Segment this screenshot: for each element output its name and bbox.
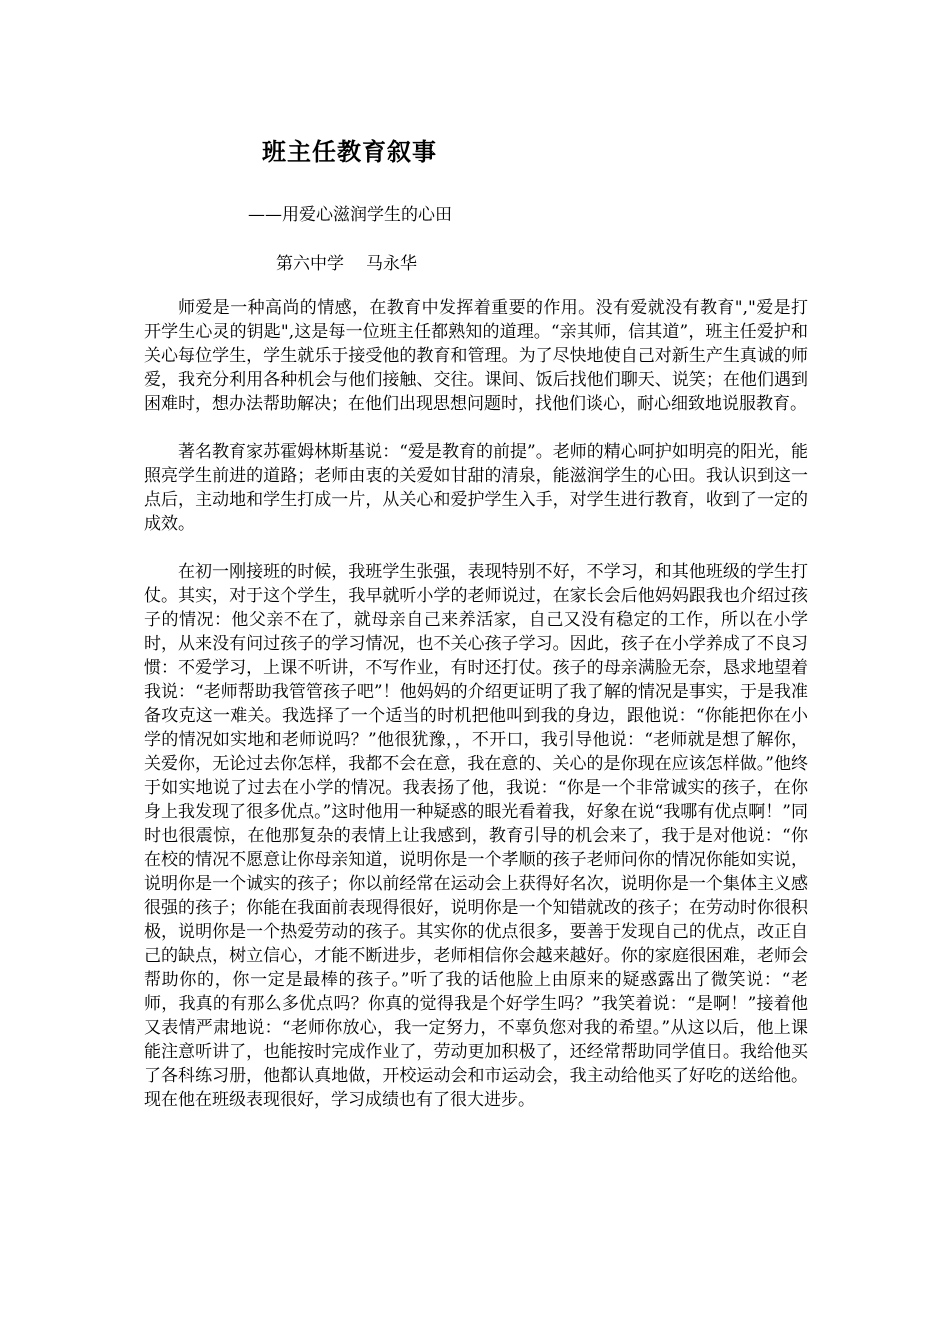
paragraph-3: 在初一刚接班的时候，我班学生张强，表现特别不好，不学习，和其他班级的学生打仗。其实，对于这个学生，我早就听小学的老师说过，在家长会后他妈妈跟我也介绍过孩子的情况：他父亲不在了，就母亲自己来养活家，自己又没有稳定的工作，所以在小学时，从来没有问过孩子的学习情况，也不关心孩子学习。因此，孩子在小学养成了不良习惯：不爱学习，上课不听讲，不写作业，有时还打仗。孩子的母亲满脸无奈，恳求地望着我说：“老师帮助我管管孩子吧”！他妈妈的介绍更证明了我了解的情况是事实，于是我准备攻克这一难关。我选择了一个适当的时机把他叫到我的身边，跟他说：“你能把你在小学的情况如实地和老师说吗？”他很犹豫，，不开口，我引导他说：“老师就是想了解你，关爱你，无论过去你怎样，我都不会在意，我在意的、关心的是你现在应该怎样做。”他终于如实地说了过去在小学的情况。我表扬了他，我说：“你是一个非常诚实的孩子，在你身上我发现了很多优点。”这时他用一种疑惑的眼光看着我，好象在说“我哪有优点啊！”同时也很震惊，在他那复杂的表情上让我感到，教育引导的机会来了，我于是对他说：“你在校的情况不愿意让你母亲知道，说明你是一个孝顺的孩子老师问你的情况你能如实说，说明你是一个诚实的孩子；你以前经常在运动会上获得好名次，说明你是一个集体主义感很强的孩子；你能在我面前表现得很好，说明你是一个知错就改的孩子；在劳动时你很积极，说明你是一个热爱劳动的孩子。其实你的优点很多，要善于发现自己的优点，改正自己的缺点，树立信心，才能不断进步，老师相信你会越来越好。你的家庭很困难，老师会帮助你的，你一定是最棒的孩子。”听了我的话他脸上由原来的疑惑露出了微笑说：“老师，我真的有那么多优点吗？你真的觉得我是个好学生吗？”我笑着说：“是啊！”接着他又表情严肃地说：“老师你放心，我一定努力，不辜负您对我的希望。”从这以后，他上课能注意听讲了，也能按时完成作业了，劳动更加积极了，还经常帮助同学值日。我给他买了各科练习册，他都认真地做，开校运动会和市运动会，我主动给他买了好吃的送给他。现在他在班级表现很好，学习成绩也有了很大进步。	[144, 562, 808, 1110]
author-name: 马永华	[366, 254, 417, 274]
author-line	[276, 249, 417, 274]
paragraph-2: 著名教育家苏霍姆林斯基说：“爱是教育的前提”。老师的精心呵护如明亮的阳光，能照亮学生前进的道路；老师由衷的关爱如甘甜的清泉，能滋润学生的心田。我认识到这一点后，主动地和学生打成一片，从关心和爱护学生入手，对学生进行教育，收到了一定的成效。	[144, 442, 808, 534]
school-name: 第六中学	[276, 254, 344, 274]
document-subtitle: ——用爱心滋润学生的心田	[248, 205, 452, 225]
document-body	[144, 296, 808, 1136]
document-title: 班主任教育叙事	[262, 137, 437, 166]
paragraph-1: 师爱是一种高尚的情感，在教育中发挥着重要的作用。没有爱就没有教育","爱是打开学生心灵的钥匙",这是每一位班主任都熟知的道理。“亲其师，信其道”，班主任爱护和关心每位学生，学生就乐于接受他的教育和管理。为了尽快地使自己对新生产生真诚的师爱，我充分利用各种机会与他们接触、交往。课间、饭后找他们聊天、说笑；在他们遇到困难时，想办法帮助解决；在他们出现思想问题时，找他们谈心，耐心细致地说服教育。	[144, 298, 808, 414]
